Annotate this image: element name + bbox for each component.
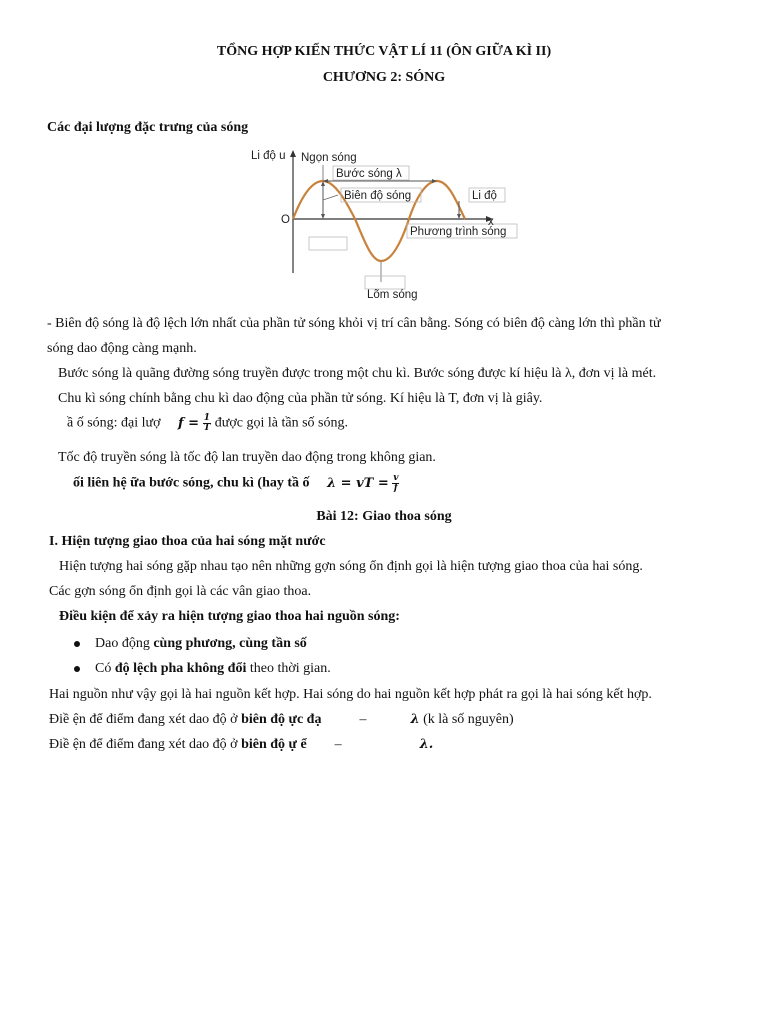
wavelength-paragraph: Bước sóng là quãng đường sóng truyền được trong một chu kì. Bước sóng được kí hiệu là λ, đơn vị là mét. (58, 366, 657, 381)
frequency-paragraph (67, 414, 348, 433)
frequency-fraction (203, 414, 212, 433)
interference-heading: I. Hiện tượng giao thoa của hai sóng mặt nước (49, 534, 326, 549)
condition-2-text: Có (95, 661, 115, 676)
wave-diagram (245, 145, 530, 305)
relation-fraction-numerator: v (393, 473, 399, 483)
relation-fraction-denominator: f (393, 483, 398, 493)
condition-2-emphasis: độ lệch pha không đổi (114, 661, 247, 676)
wavelength-label: Bước sóng λ (336, 168, 402, 180)
condition-1-text: Dao động (95, 636, 154, 651)
max-condition-line (49, 712, 514, 728)
interference-paragraph-line2: Các gợn sóng ổn định gọi là các vân giao thoa. (49, 584, 312, 599)
relation-formula: λ = vT = (327, 475, 389, 491)
max-condition-emphasis: biên độ ực đạ (241, 712, 322, 727)
x-axis-label: x (488, 216, 494, 228)
document-title: TỔNG HỢP KIẾN THỨC VẬT LÍ 11 (ÔN GIỮA KÌ II) (216, 44, 552, 59)
condition-list-item (74, 636, 307, 652)
y-axis-arrow-icon (290, 150, 296, 157)
relation-paragraph (73, 474, 399, 493)
coherent-sources-paragraph: Hai nguồn như vậy gọi là hai nguồn kết hợp. Hai sóng do hai nguồn kết hợp phát ra gọi là hai sóng kết hợp. (49, 687, 652, 702)
frequency-fraction-numerator: 1 (203, 413, 211, 423)
min-condition-text: Điề ện để điểm đang xét dao độ ở (49, 737, 242, 752)
relation-fraction (392, 474, 399, 493)
min-condition-lambda: λ. (419, 737, 434, 752)
period-paragraph: Chu kì sóng chính bằng chu kì dao động của phần tử sóng. Kí hiệu là T, đơn vị là giây. (58, 391, 543, 406)
condition-1-emphasis: cùng phương, cùng tần số (153, 636, 307, 651)
amplitude-paragraph-line1: - Biên độ sóng là độ lệch lớn nhất của phần tử sóng khỏi vị trí cân bằng. Sóng có biên độ càng lớn thì phần tử (47, 316, 661, 331)
amplitude-arrow-bottom-icon (321, 214, 325, 219)
min-condition-line (49, 737, 433, 753)
max-condition-text: Điề ện để điểm đang xét dao độ ở (49, 712, 242, 727)
origin-label: O (281, 214, 290, 226)
conditions-heading: Điều kiện để xảy ra hiện tượng giao thoa hai nguồn sóng: (59, 609, 400, 624)
amplitude-paragraph-line2: sóng dao động càng mạnh. (47, 341, 197, 356)
min-condition-dash: – (334, 737, 342, 752)
bullet-icon (74, 666, 80, 672)
max-condition-note: (k là số nguyên) (423, 712, 514, 727)
amplitude-leader-line (323, 195, 338, 200)
bullet-icon (74, 641, 80, 647)
section-heading: Các đại lượng đặc trưng của sóng (47, 120, 249, 135)
crest-label: Ngọn sóng (301, 152, 357, 164)
amplitude-label: Biên độ sóng (344, 190, 412, 202)
trough-label: Lõm sóng (367, 289, 418, 301)
frequency-text-start: ầ ố sóng: đại lượ (67, 415, 161, 431)
trough-label-box (365, 276, 405, 289)
wave-speed-paragraph: Tốc độ truyền sóng là tốc độ lan truyền dao động trong không gian. (58, 450, 436, 465)
displacement-label: Li độ (472, 190, 497, 202)
condition-2-text-end: theo thời gian. (246, 661, 331, 676)
empty-label-box (309, 237, 347, 250)
displacement-arrow-icon (457, 214, 461, 219)
wave-equation-label: Phương trình sóng (410, 226, 507, 238)
condition-list-item (74, 661, 331, 677)
y-axis-label: Li độ u (251, 150, 286, 162)
chapter-title: CHƯƠNG 2: SÓNG (322, 70, 446, 85)
frequency-formula: f = (178, 415, 200, 431)
frequency-fraction-denominator: T (203, 423, 211, 433)
frequency-text-end: được gọi là tần số sóng. (214, 415, 348, 431)
lesson-title: Bài 12: Giao thoa sóng (316, 509, 452, 524)
max-condition-lambda: λ (410, 712, 420, 727)
interference-paragraph-line1: Hiện tượng hai sóng gặp nhau tạo nên những gợn sóng ổn định gọi là hiện tượng giao thoa của hai sóng. (59, 559, 643, 574)
max-condition-dash: – (359, 712, 367, 727)
relation-text: ối liên hệ ữa bước sóng, chu kì (hay tầ ố (73, 475, 310, 491)
min-condition-emphasis: biên độ ự ể (241, 737, 307, 752)
